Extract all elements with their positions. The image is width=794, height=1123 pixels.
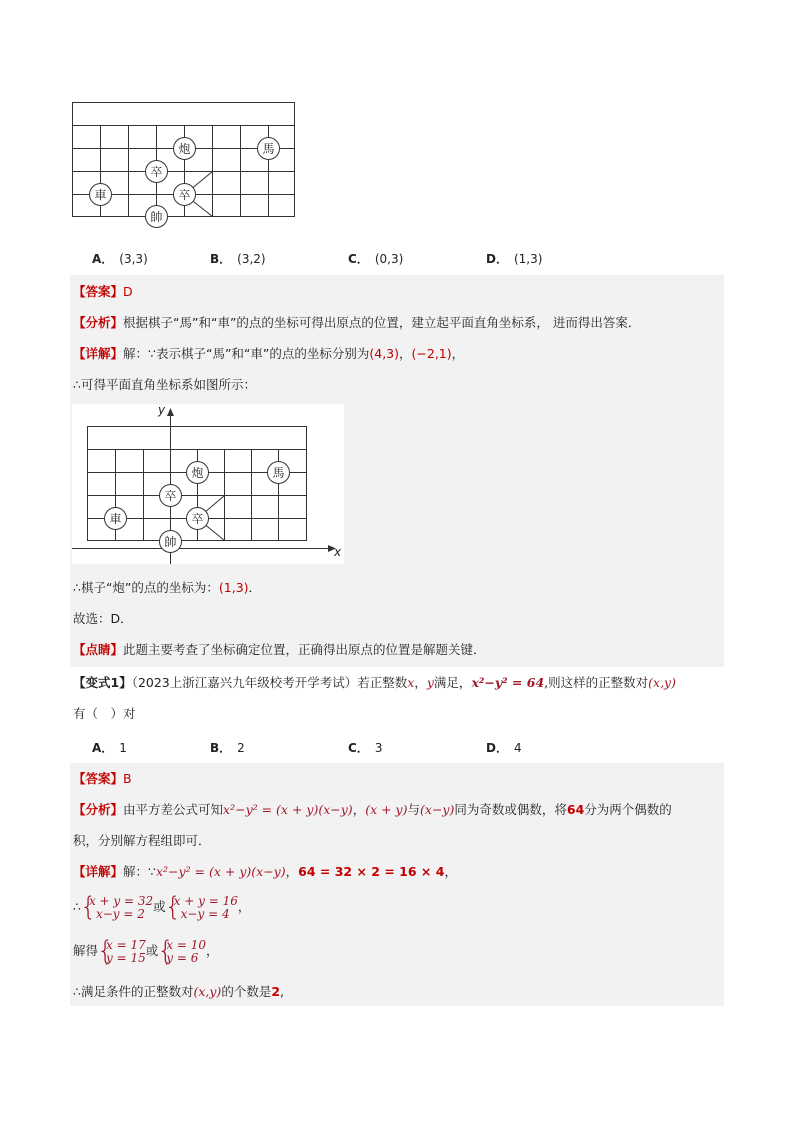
svg-text:炮: 炮 xyxy=(191,466,204,480)
svg-text:卒: 卒 xyxy=(178,188,191,202)
result-line: ∴棋子“炮”的点的坐标为：(1,3)． xyxy=(73,580,262,595)
option-b: B． 2 xyxy=(210,741,245,755)
piece-shuai xyxy=(146,206,168,228)
svg-text:卒: 卒 xyxy=(191,512,204,526)
option-c: C． 3 xyxy=(348,741,383,755)
coordinate-intro: ∴可得平面直角坐标系如图所示： xyxy=(73,377,256,392)
svg-text:車: 車 xyxy=(109,512,122,526)
svg-text:卒: 卒 xyxy=(164,489,177,503)
equation-system-1: { x + y = 32 x−y = 2 xyxy=(81,895,153,921)
analysis-line: 【分析】由平方差公式可知x²−y² = (x + y)(x−y)，(x + y)与(x−y)同为奇数或偶数，将64分为两个偶数的 xyxy=(73,802,672,817)
question-2-stem-line2: 有（ ）对 xyxy=(73,706,136,721)
final-line: ∴满足条件的正整数对(x,y)的个数是2, xyxy=(73,984,285,999)
solution-line: 解得 { x = 17 y = 15 或 { x = 10 y = 6 ， xyxy=(73,938,219,965)
detail-line: 【详解】解：∵表示棋子“馬”和“車”的点的坐标分别为(4,3)，(−2,1)， xyxy=(73,346,465,361)
solution-system-2: { x = 10 y = 6 xyxy=(158,939,206,965)
system-line: ∴ { x + y = 32 x−y = 2 或 { x + y = 16 x−y = 4 ， xyxy=(73,894,250,921)
piece-pao xyxy=(187,462,209,484)
piece-zu-2 xyxy=(174,184,196,206)
option-a: A． 1 xyxy=(92,741,127,755)
piece-zu-2 xyxy=(187,508,209,530)
coordinate-board-diagram xyxy=(72,404,344,564)
svg-text:車: 車 xyxy=(94,188,107,202)
piece-ju xyxy=(105,508,127,530)
option-d: D． (1,3) xyxy=(486,252,543,266)
svg-text:帥: 帥 xyxy=(150,210,163,224)
svg-text:卒: 卒 xyxy=(150,165,163,179)
y-axis-label: y xyxy=(158,404,166,417)
svg-text:炮: 炮 xyxy=(178,142,191,156)
chess-board-diagram xyxy=(70,100,300,232)
option-b: B． (3,2) xyxy=(210,252,266,266)
choice-line: 故选：D． xyxy=(73,611,133,626)
analysis-line-2: 积，分别解方程组即可． xyxy=(73,833,211,848)
detail-line: 【详解】解：∵x²−y² = (x + y)(x−y)，64 = 32 × 2 = 16 × 4， xyxy=(73,864,457,879)
piece-ma xyxy=(268,462,290,484)
piece-ma xyxy=(258,138,280,160)
analysis-line: 【分析】根据棋子“馬”和“車”的点的坐标可得出原点的位置，建立起平面直角坐标系， 进而得出答案． xyxy=(73,315,641,330)
piece-zu-1 xyxy=(146,161,168,183)
option-a: A． (3,3) xyxy=(92,252,148,266)
question-2-stem: 【变式1】（2023上浙江嘉兴九年级校考开学考试）若正整数x，y满足，x²−y² = 64,则这样的正整数对(x,y) xyxy=(73,675,676,690)
solution-system-1: { x = 17 y = 15 xyxy=(98,939,146,965)
x-axis xyxy=(72,545,336,552)
piece-zu-1 xyxy=(160,485,182,507)
comment-line: 【点睛】此题主要考查了坐标确定位置，正确得出原点的位置是解题关键． xyxy=(73,642,486,657)
piece-ju xyxy=(90,184,112,206)
equation-system-2: { x + y = 16 x−y = 4 xyxy=(166,895,238,921)
x-axis-label: x xyxy=(334,545,342,559)
svg-text:馬: 馬 xyxy=(262,142,275,156)
option-c: C． (0,3) xyxy=(348,252,404,266)
option-d: D． 4 xyxy=(486,741,522,755)
piece-pao xyxy=(174,138,196,160)
piece-shuai xyxy=(160,531,182,553)
answer-line: 【答案】B xyxy=(73,771,132,786)
svg-text:馬: 馬 xyxy=(272,466,285,480)
answer-line: 【答案】D xyxy=(73,284,133,299)
svg-text:帥: 帥 xyxy=(164,535,177,549)
